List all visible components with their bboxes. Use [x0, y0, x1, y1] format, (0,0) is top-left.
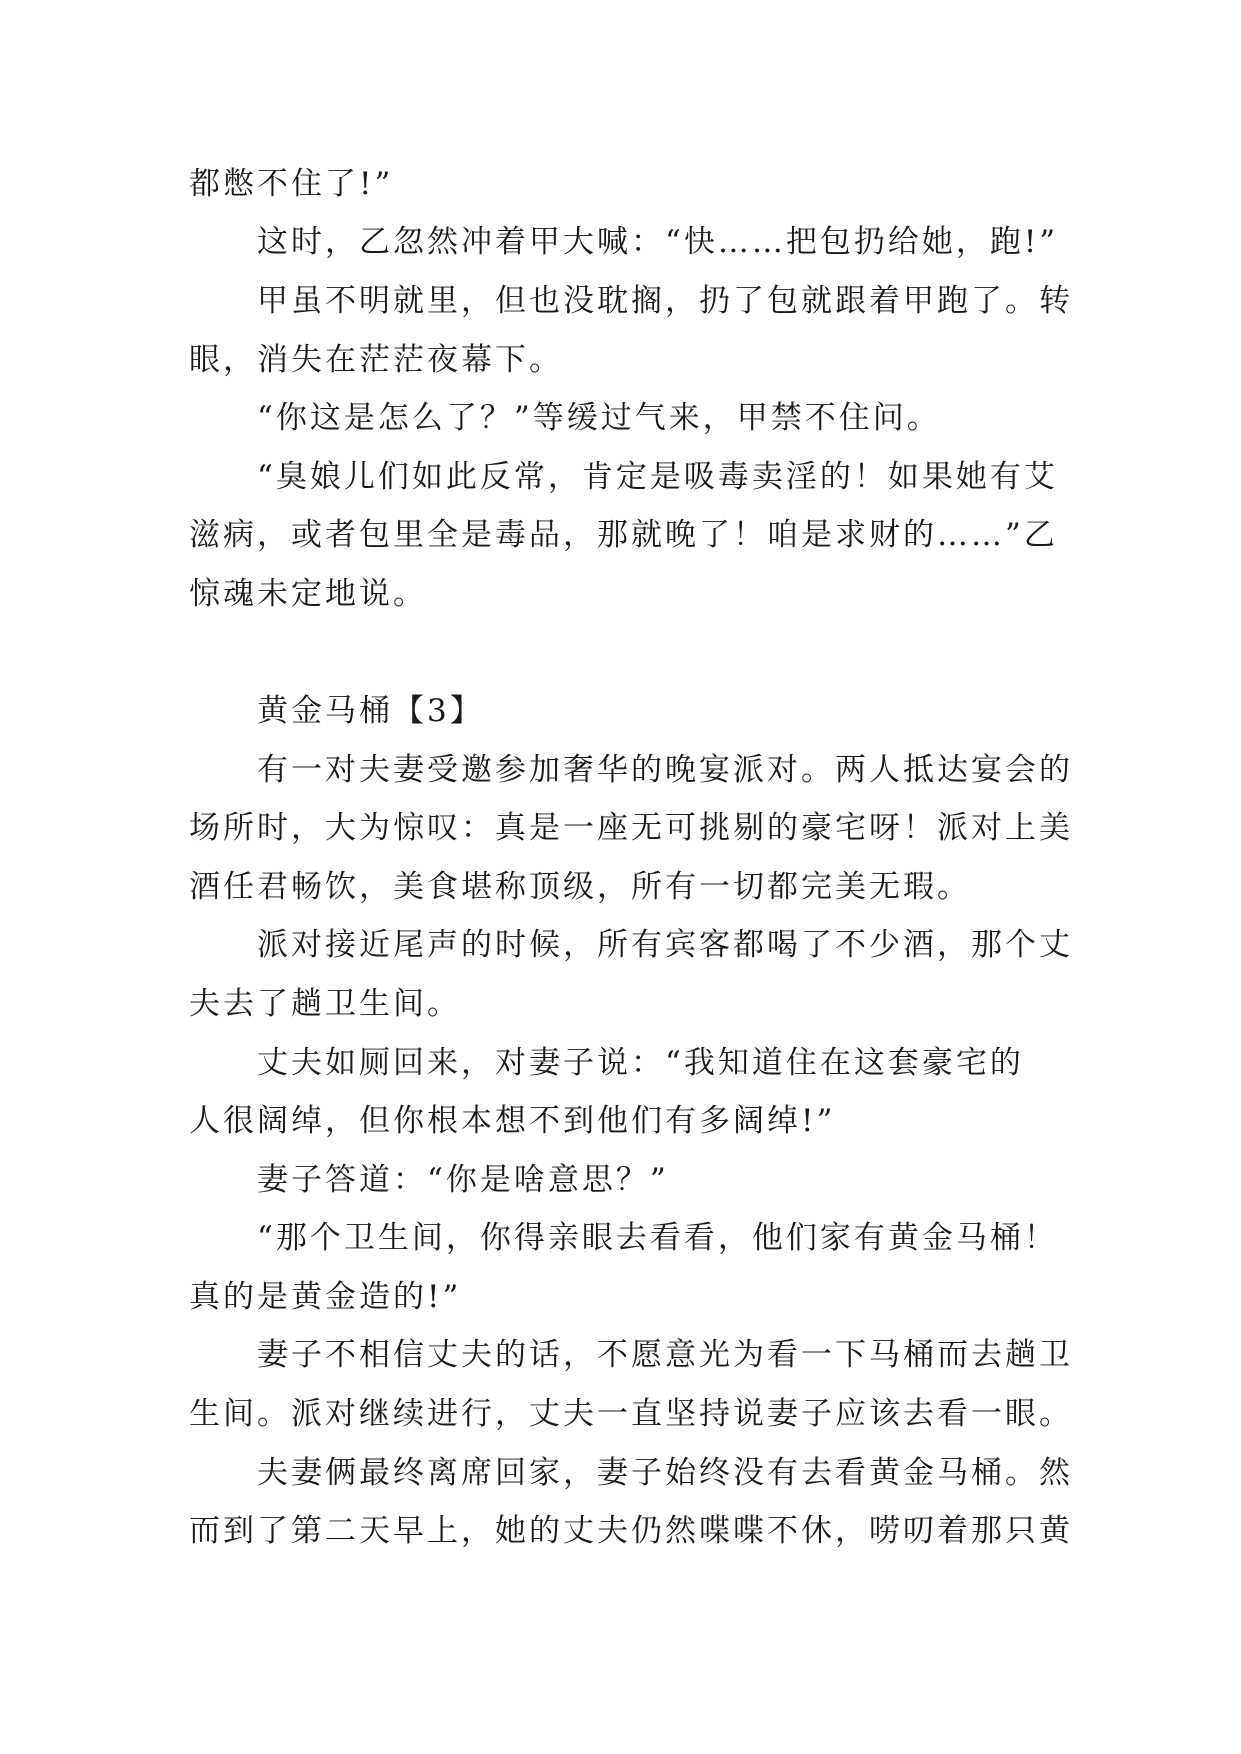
paragraph-line: 生间。派对继续进行，丈夫一直坚持说妻子应该去看一眼。: [189, 1396, 1073, 1432]
paragraph-line: 而到了第二天早上，她的丈夫仍然喋喋不休，唠叨着那只黄: [189, 1513, 1073, 1549]
paragraph-line: 人很阔绰，但你根本想不到他们有多阔绰!”: [189, 1103, 836, 1139]
paragraph-line: 甲虽不明就里，但也没耽搁，扔了包就跟着甲跑了。转: [257, 283, 1073, 319]
paragraph-line: 妻子不相信丈夫的话，不愿意光为看一下马桶而去趟卫: [257, 1337, 1073, 1373]
paragraph-line: 真的是黄金造的!”: [189, 1279, 462, 1315]
paragraph-line: 夫去了趟卫生间。: [189, 986, 461, 1022]
paragraph-line: 滋病，或者包里全是毒品，那就晚了！咱是求财的……”乙: [189, 517, 1058, 553]
paragraph-line: 夫妻俩最终离席回家，妻子始终没有去看黄金马桶。然: [257, 1455, 1073, 1491]
paragraph-line: “臭娘儿们如此反常，肯定是吸毒卖淫的！如果她有艾: [257, 459, 1058, 495]
paragraph-line: 惊魂未定地说。: [189, 576, 427, 612]
paragraph-line: 丈夫如厕回来，对妻子说：“我知道住在这套豪宅的: [257, 1045, 1024, 1081]
paragraph-line: 有一对夫妻受邀参加奢华的晚宴派对。两人抵达宴会的: [257, 752, 1073, 788]
paragraph-line: 妻子答道：“你是啥意思？”: [257, 1162, 669, 1198]
paragraph-line: “那个卫生间，你得亲眼去看看，他们家有黄金马桶！: [257, 1220, 1058, 1256]
paragraph-line: “你这是怎么了？”等缓过气来，甲禁不住问。: [257, 400, 941, 436]
paragraph-line: 场所时，大为惊叹：真是一座无可挑剔的豪宅呀！派对上美: [189, 810, 1073, 846]
paragraph-line: 眼，消失在茫茫夜幕下。: [189, 342, 563, 378]
paragraph-line: 酒任君畅饮，美食堪称顶级，所有一切都完美无瑕。: [189, 869, 971, 905]
paragraph-line: 这时，乙忽然冲着甲大喊：“快……把包扔给她，跑!”: [257, 224, 1059, 260]
paragraph-line: 都憋不住了!”: [189, 166, 394, 202]
paragraph-line: 派对接近尾声的时候，所有宾客都喝了不少酒，那个丈: [257, 927, 1073, 963]
section-title: 黄金马桶【3】: [257, 693, 484, 729]
